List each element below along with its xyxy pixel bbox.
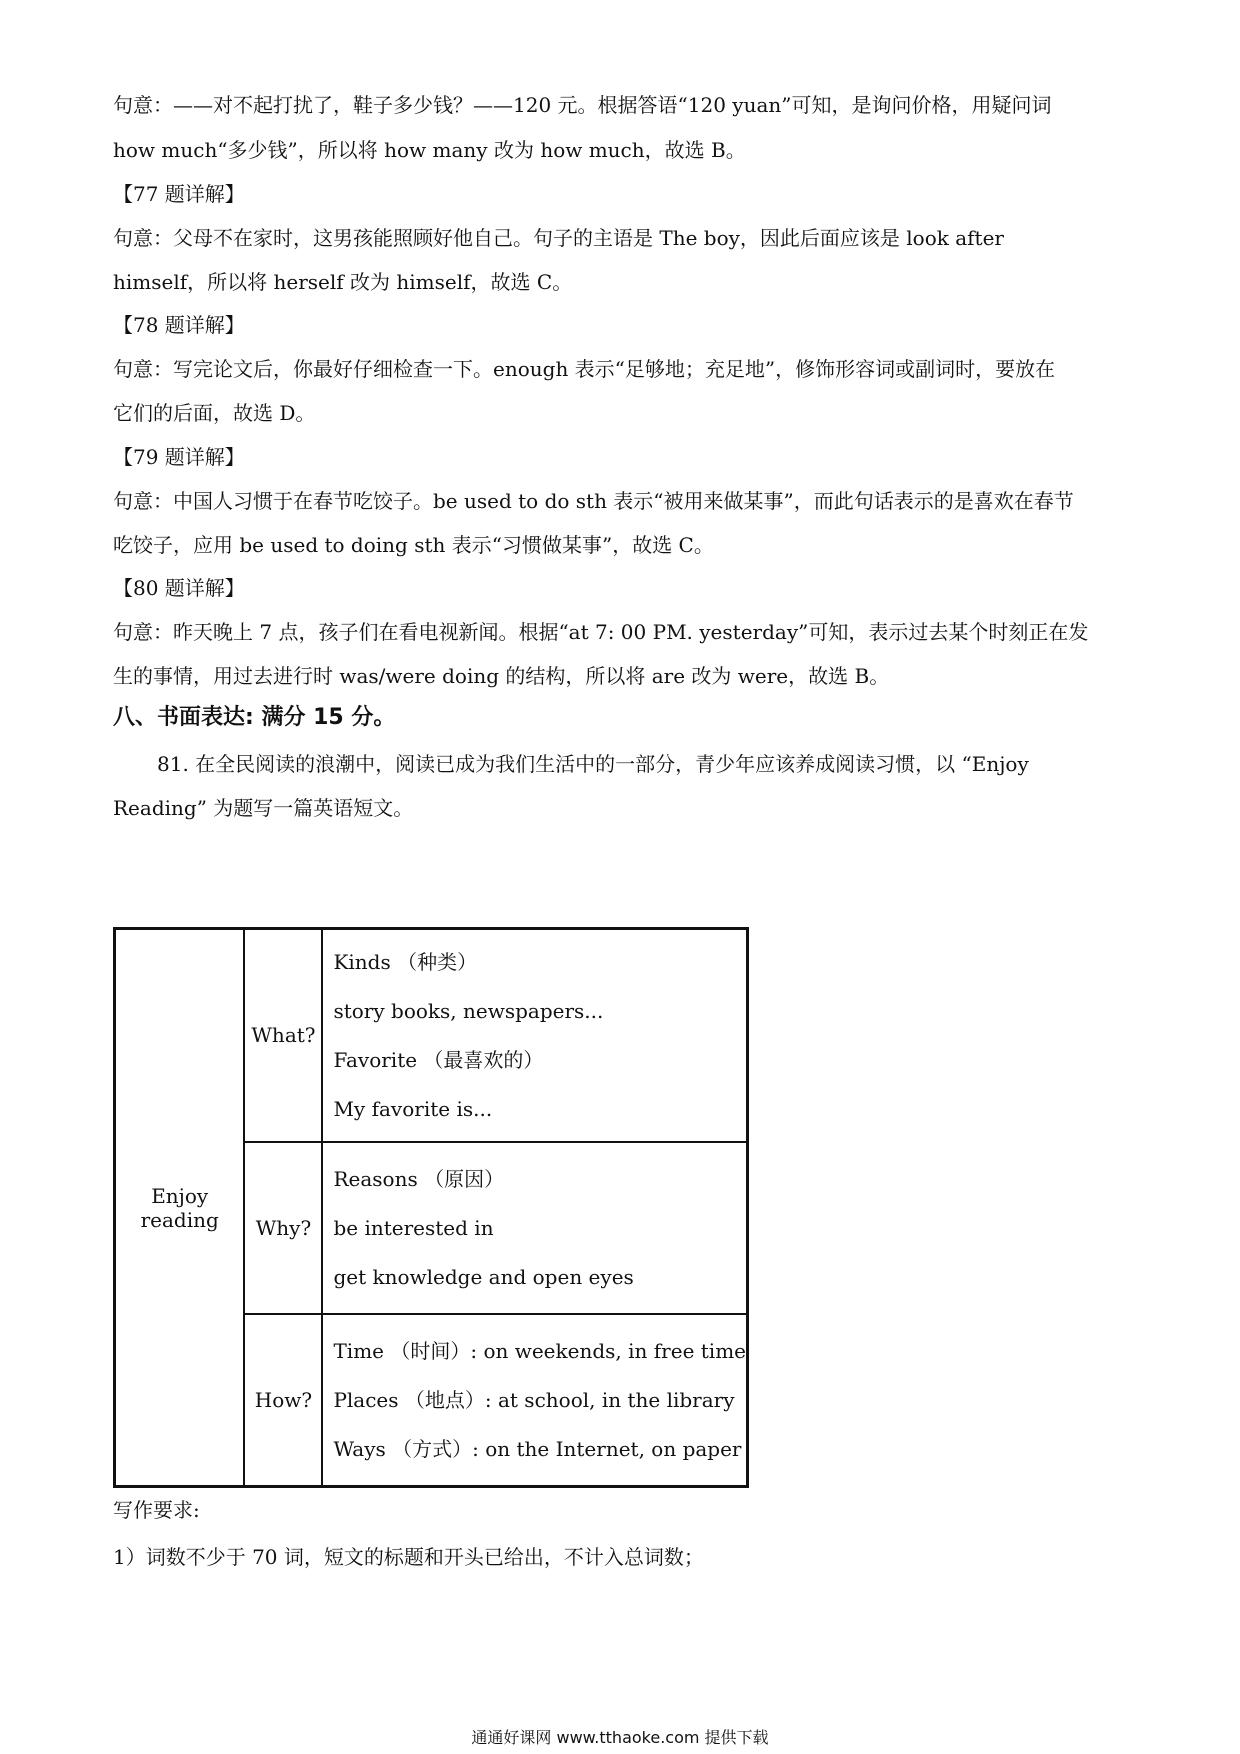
page-footer: 通通好课网 www.tthaoke.com 提供下载 bbox=[471, 1728, 769, 1747]
detail-line: Kinds （种类） bbox=[333, 949, 478, 974]
question-78-heading: 【78 题详解】 bbox=[113, 313, 245, 337]
detail-line: story books, newspapers... bbox=[333, 998, 604, 1023]
detail-line: Places （地点）: at school, in the library bbox=[333, 1387, 735, 1412]
topic-cell: Enjoy reading bbox=[115, 929, 245, 1487]
why-details bbox=[322, 1142, 747, 1314]
paragraph-line: 句意：中国人习惯于在春节吃饺子。be used to do sth 表示“被用来做某事”，而此句话表示的是喜欢在春节 bbox=[113, 489, 1074, 513]
requirements-heading: 写作要求: bbox=[113, 1498, 200, 1522]
paragraph-line: 句意：——对不起打扰了，鞋子多少钱？——120 元。根据答语“120 yuan”可知，是询问价格，用疑问词 bbox=[113, 93, 1052, 117]
detail-line: My favorite is... bbox=[333, 1096, 493, 1121]
paragraph-line: 句意：父母不在家时，这男孩能照顾好他自己。句子的主语是 The boy，因此后面应该是 look after bbox=[113, 226, 1004, 250]
requirement-item: 1）词数不少于 70 词，短文的标题和开头已给出，不计入总词数； bbox=[113, 1545, 704, 1569]
paragraph-line: 吃饺子，应用 be used to doing sth 表示“习惯做某事”，故选 C。 bbox=[113, 533, 714, 557]
question-how: How? bbox=[244, 1314, 322, 1487]
question-77-heading: 【77 题详解】 bbox=[113, 182, 245, 206]
detail-line: be interested in bbox=[333, 1215, 494, 1240]
outline-table bbox=[113, 927, 749, 1488]
question-what: What? bbox=[244, 929, 322, 1142]
question-why: Why? bbox=[244, 1142, 322, 1314]
paragraph-line: 句意：写完论文后，你最好仔细检查一下。enough 表示“足够地；充足地”，修饰形容词或副词时，要放在 bbox=[113, 357, 1056, 381]
paragraph-line: 句意：昨天晚上 7 点，孩子们在看电视新闻。根据“at 7: 00 PM. yesterday”可知，表示过去某个时刻正在发 bbox=[113, 620, 1089, 644]
detail-line: get knowledge and open eyes bbox=[333, 1264, 634, 1289]
paragraph-line: 它们的后面，故选 D。 bbox=[113, 401, 316, 425]
paragraph-line: himself，所以将 herself 改为 himself，故选 C。 bbox=[113, 270, 573, 294]
how-details bbox=[322, 1314, 747, 1487]
question-80-heading: 【80 题详解】 bbox=[113, 576, 245, 600]
writing-prompt: 81. 在全民阅读的浪潮中，阅读已成为我们生活中的一部分，青少年应该养成阅读习惯，以 “Enjoy bbox=[157, 752, 1029, 776]
writing-prompt-continued: Reading” 为题写一篇英语短文。 bbox=[113, 796, 414, 820]
detail-line: Reasons （原因） bbox=[333, 1166, 505, 1191]
paragraph-line: how much“多少钱”，所以将 how many 改为 how much，故选 B。 bbox=[113, 138, 746, 162]
what-details bbox=[322, 929, 747, 1142]
section-title: 八、书面表达: 满分 15 分。 bbox=[113, 705, 396, 730]
detail-line: Time （时间）: on weekends, in free time bbox=[333, 1338, 746, 1363]
detail-line: Ways （方式）: on the Internet, on paper bbox=[333, 1436, 742, 1461]
question-79-heading: 【79 题详解】 bbox=[113, 445, 245, 469]
detail-line: Favorite （最喜欢的） bbox=[333, 1047, 544, 1072]
paragraph-line: 生的事情，用过去进行时 was/were doing 的结构，所以将 are 改为 were，故选 B。 bbox=[113, 664, 890, 688]
